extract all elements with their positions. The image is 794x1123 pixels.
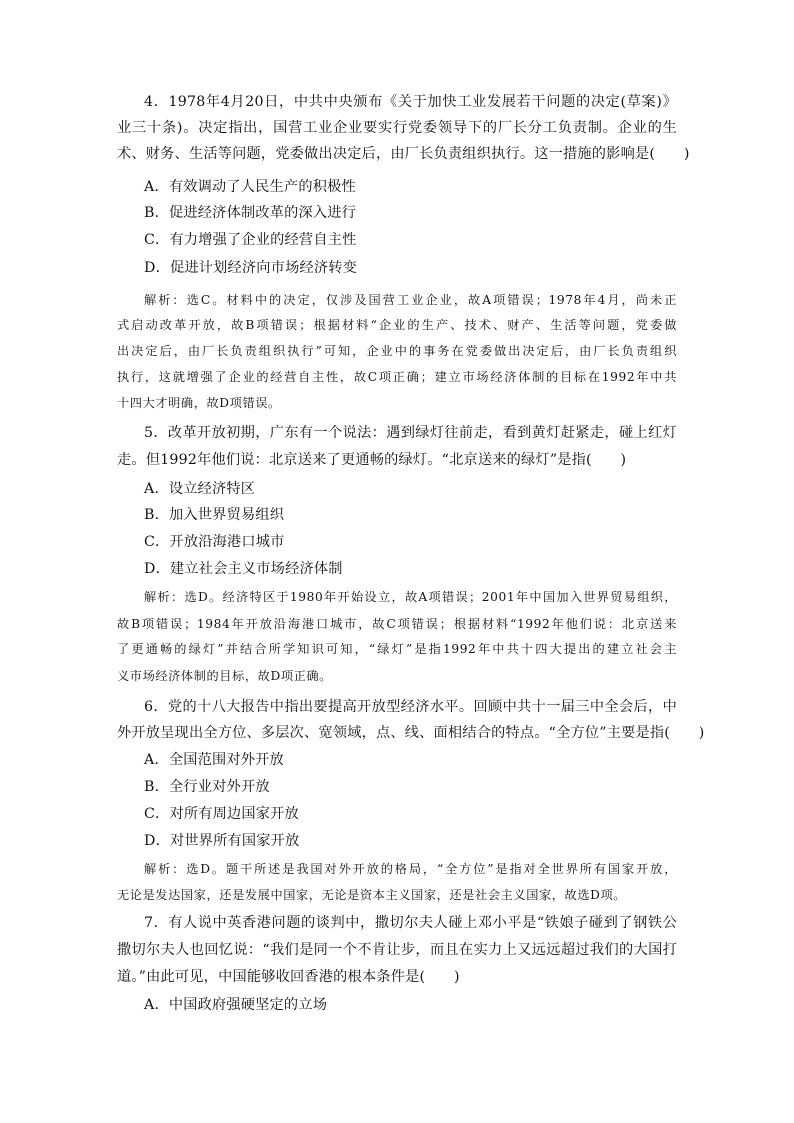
question-4-option-b: B．促进经济体制改革的深入进行	[144, 205, 357, 221]
analysis-line: 执行，这就增强了企业的经营自主性，故C项正确；建立市场经济体制的目标在1992年中共	[117, 370, 677, 384]
question-5-option-a: A．设立经济特区	[144, 481, 256, 497]
question-4-option-d: D．促进计划经济向市场经济转变	[144, 260, 358, 276]
question-6-option-c: C．对所有周边国家开放	[144, 806, 299, 822]
analysis-line: 无论是发达国家，还是发展中国家，无论是资本主义国家，还是社会主义国家，故选D项。	[117, 888, 627, 902]
analysis-line: 了更通畅的绿灯”并结合所学知识可知，“绿灯”是指1992年中共十四大提出的建立社会主	[117, 642, 677, 656]
question-5-stem-line-2: 走。但1992年他们说：北京送来了更通畅的绿灯。“北京送来的绿灯”是指( )	[117, 452, 627, 468]
question-7-stem-line-3: 道。”由此可见，中国能够收回香港的根本条件是( )	[117, 969, 460, 985]
question-5-option-c: C．开放沿海港口城市	[144, 534, 285, 550]
analysis-line: 解析：选D。题干所述是我国对外开放的格局，“全方位”是指对全世界所有国家开放，	[144, 862, 677, 876]
analysis-line: 故B项错误；1984年开放沿海港口城市，故C项错误；根据材料“1992年他们说：北京送来	[117, 617, 677, 631]
question-4-option-a: A．有效调动了人民生产的积极性	[144, 179, 356, 195]
analysis-line: 出决定后，由厂长负责组织执行”可知，企业中的事务在党委做出决定后，由厂长负责组织	[117, 344, 677, 358]
analysis-line: 解析：选D。经济特区于1980年开始设立，故A项错误；2001年中国加入世界贸易组织，	[144, 590, 677, 604]
question-4-stem-line-2: 业三十条)。决定指出，国营工业企业要实行党委领导下的厂长分工负责制。企业的生	[117, 120, 677, 136]
question-5-stem-line-1: 5．改革开放初期，广东有一个说法：遇到绿灯往前走，看到黄灯赶紧走，碰上红灯	[144, 425, 677, 441]
question-6-option-d: D．对世界所有国家开放	[144, 833, 300, 849]
question-6-stem-line-1: 6．党的十八大报告中指出要提高开放型经济水平。回顾中共十一届三中全会后，中	[144, 699, 677, 715]
question-5-option-d: D．建立社会主义市场经济体制	[144, 561, 343, 577]
question-5-option-b: B．加入世界贸易组织	[144, 507, 285, 523]
question-7-stem-line-1: 7．有人说中英香港问题的谈判中，撒切尔夫人碰上邓小平是“铁娘子碰到了钢铁公	[144, 915, 677, 931]
question-6-option-b: B．全行业对外开放	[144, 779, 270, 795]
question-4-stem-line-3: 术、财务、生活等问题，党委做出决定后，由厂长负责组织执行。这一措施的影响是( )	[117, 146, 690, 162]
question-7-option-a: A．中国政府强硬坚定的立场	[144, 997, 328, 1013]
question-7-stem-line-2: 撒切尔夫人也回忆说：“我们是同一个不肯让步，而且在实力上又远远超过我们的大国打	[117, 942, 677, 958]
question-4-option-c: C．有力增强了企业的经营自主性	[144, 232, 357, 248]
question-4-stem-line-1: 4．1978年4月20日，中共中央颁布《关于加快工业发展若干问题的决定(草案)》	[144, 94, 677, 110]
question-6-stem-line-2: 外开放呈现出全方位、多层次、宽领域，点、线、面相结合的特点。“全方位”主要是指( )	[117, 725, 705, 741]
question-6-option-a: A．全国范围对外开放	[144, 752, 284, 768]
analysis-line: 解析：选C。材料中的决定，仅涉及国营工业企业，故A项错误；1978年4月，尚未正	[144, 293, 677, 307]
analysis-line: 十四大才明确，故D项错误。	[117, 396, 281, 410]
analysis-line: 式启动改革开放，故B项错误；根据材料“企业的生产、技术、财产、生活等问题，党委做	[117, 318, 677, 332]
analysis-line: 义市场经济体制的目标，故D项正确。	[117, 669, 332, 683]
